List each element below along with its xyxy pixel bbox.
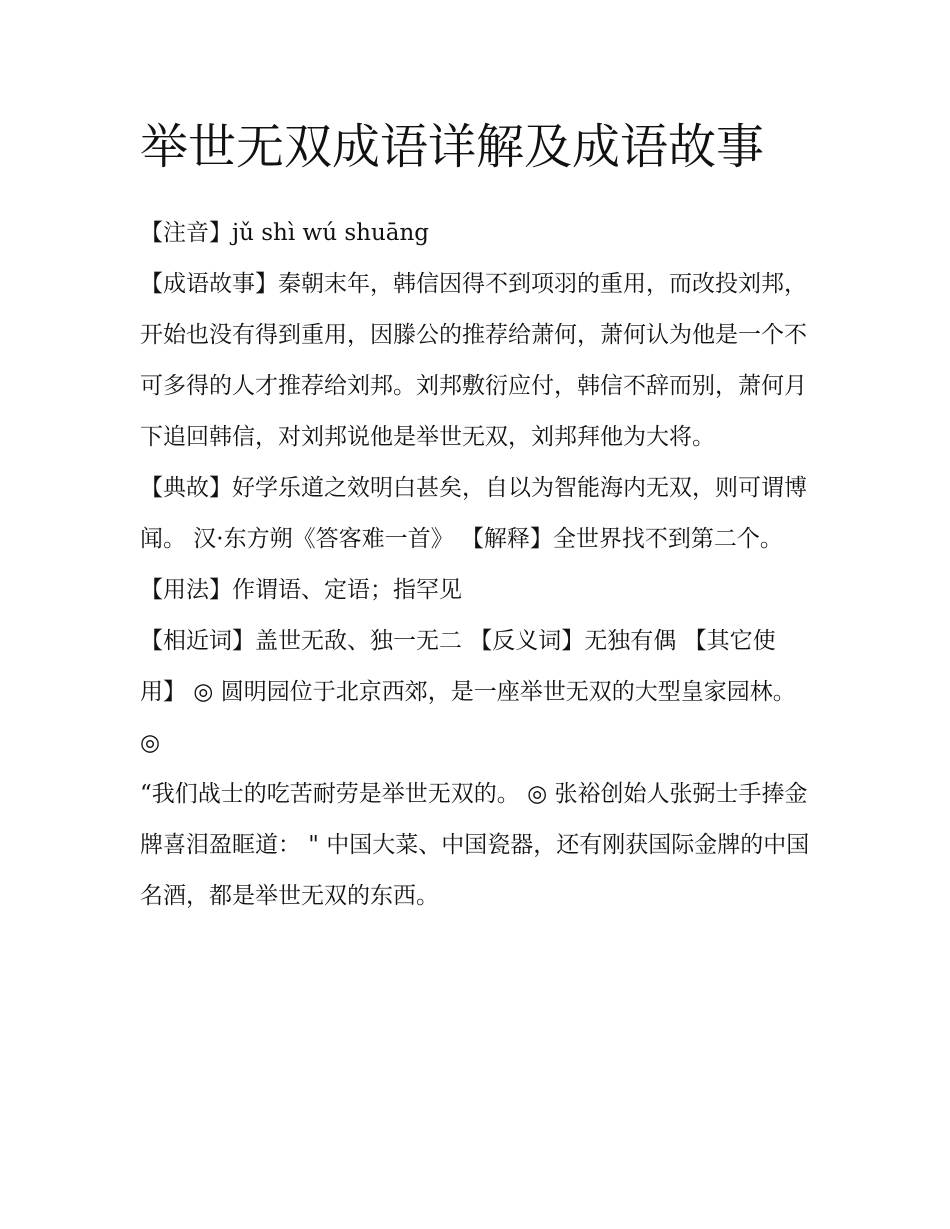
paragraph-story: 【成语故事】秦朝末年，韩信因得不到项羽的重用，而改投刘邦，开始也没有得到重用，因滕公的推荐给萧何，萧何认为他是一个不可多得的人才推荐给刘邦。刘邦敷衍应付，韩信不辞而别，萧何月下追回韩信，对刘邦说他是举世无双，刘邦拜他为大将。 — [140, 271, 807, 450]
paragraph-examples: “我们战士的吃苦耐劳是举世无双的。 ◎ 张裕创始人张弼士手捧金牌喜泪盈眶道： " 中国大菜、中国瓷器，还有刚获国际金牌的中国名酒，都是举世无双的东西。 — [140, 781, 810, 909]
paragraph-synonyms: 【相近词】盖世无敌、独一无二 【反义词】无独有偶 【其它使用】 ◎ 圆明园位于北京西郊，是一座举世无双的大型皇家园林。 ◎ — [140, 628, 796, 756]
page-title: 举世无双成语详解及成语故事 — [140, 119, 765, 175]
paragraph-pinyin: 【注音】jǔ shì wú shuāng — [140, 220, 430, 246]
document-page — [140, 112, 812, 922]
paragraph-allusion: 【典故】好学乐道之效明白甚矣，自以为智能海内无双，则可谓博闻。 汉·东方朔《答客难一首》 【解释】全世界找不到第二个。 【用法】作谓语、定语；指罕见 — [140, 475, 807, 603]
